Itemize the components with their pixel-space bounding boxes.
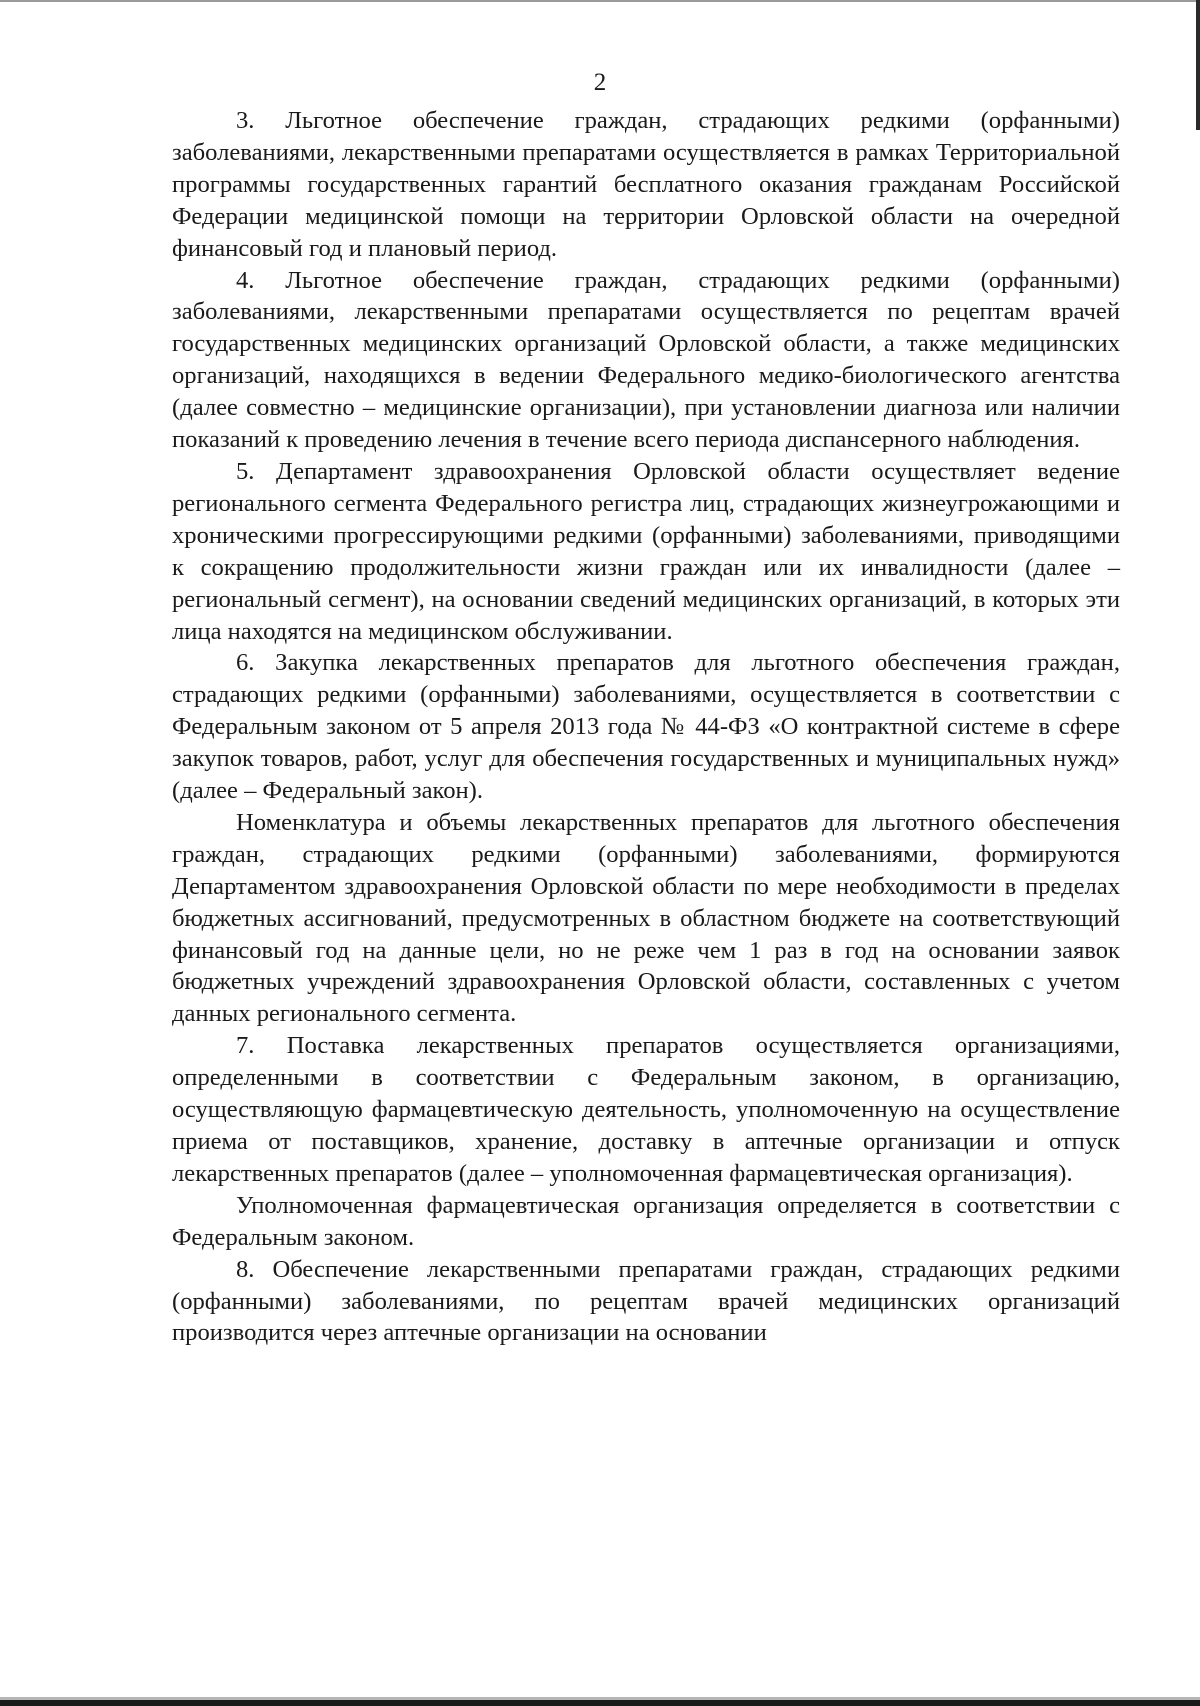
paragraph-authorized-organization: Уполномоченная фармацевтическая организация определяется в соответствии с Федеральным законом. (172, 1191, 1120, 1251)
scan-top-edge (0, 0, 1200, 2)
page-number: 2 (593, 69, 607, 96)
paragraph-item-8: 8. Обеспечение лекарственными препаратами граждан, страдающих редкими (орфанными) заболеваниями, по рецептам врачей медицинских организаций производится через аптечные организации на основании (172, 1255, 1120, 1347)
paragraph-item-5: 5. Департамент здравоохранения Орловской области осуществляет ведение регионального сегмента Федерального регистра лиц, страдающих жизнеугрожающими и хроническими прогрессирующими редкими (орфанными) заболеваниями, приводящими к сокращению продолжительности жизни граждан или их инвалидности (далее – региональный сегмент), на основании сведений медицинских организаций, в которых эти лица находятся на медицинском обслуживании. (172, 457, 1120, 645)
paragraph-item-4: 4. Льготное обеспечение граждан, страдающих редкими (орфанными) заболеваниями, лекарственными препаратами осуществляется по рецептам врачей государственных медицинских организаций Орловской области, а также медицинских организаций, находящихся в ведении Федерального медико-биологического агентства (далее совместно – медицинские организации), при установлении диагноза или наличии показаний к проведению лечения в течение всего периода диспансерного наблюдения. (172, 266, 1120, 454)
scan-bottom-edge (0, 1700, 1200, 1706)
paragraph-item-6: 6. Закупка лекарственных препаратов для льготного обеспечения граждан, страдающих редкими (орфанными) заболеваниями, осуществляется в соответствии с Федеральным законом от 5 апреля 2013 года № 44-ФЗ «О контрактной системе в сфере закупок товаров, работ, услуг для обеспечения государственных и муниципальных нужд» (далее – Федеральный закон). (172, 649, 1120, 805)
document-body (172, 105, 1120, 1349)
paragraph-nomenclature: Номенклатура и объемы лекарственных препаратов для льготного обеспечения граждан, страдающих редкими (орфанными) заболеваниями, формируются Департаментом здравоохранения Орловской области по мере необходимости в пределах бюджетных ассигнований, предусмотренных в областном бюджете на соответствующий финансовый год на данные цели, но не реже чем 1 раз в год на основании заявок бюджетных учреждений здравоохранения Орловской области, составленных с учетом данных регионального сегмента. (172, 808, 1120, 1028)
paragraph-item-3: 3. Льготное обеспечение граждан, страдающих редкими (орфанными) заболеваниями, лекарственными препаратами осуществляется в рамках Территориальной программы государственных гарантий бесплатного оказания гражданам Российской Федерации медицинской помощи на территории Орловской области на очередной финансовый год и плановый период. (172, 107, 1120, 262)
scan-right-edge (1196, 0, 1200, 130)
paragraph-item-7: 7. Поставка лекарственных препаратов осуществляется организациями, определенными в соответствии с Федеральным законом, в организацию, осуществляющую фармацевтическую деятельность, уполномоченную на осуществление приема от поставщиков, хранение, доставку в аптечные организации и отпуск лекарственных препаратов (далее – уполномоченная фармацевтическая организация). (172, 1032, 1120, 1187)
